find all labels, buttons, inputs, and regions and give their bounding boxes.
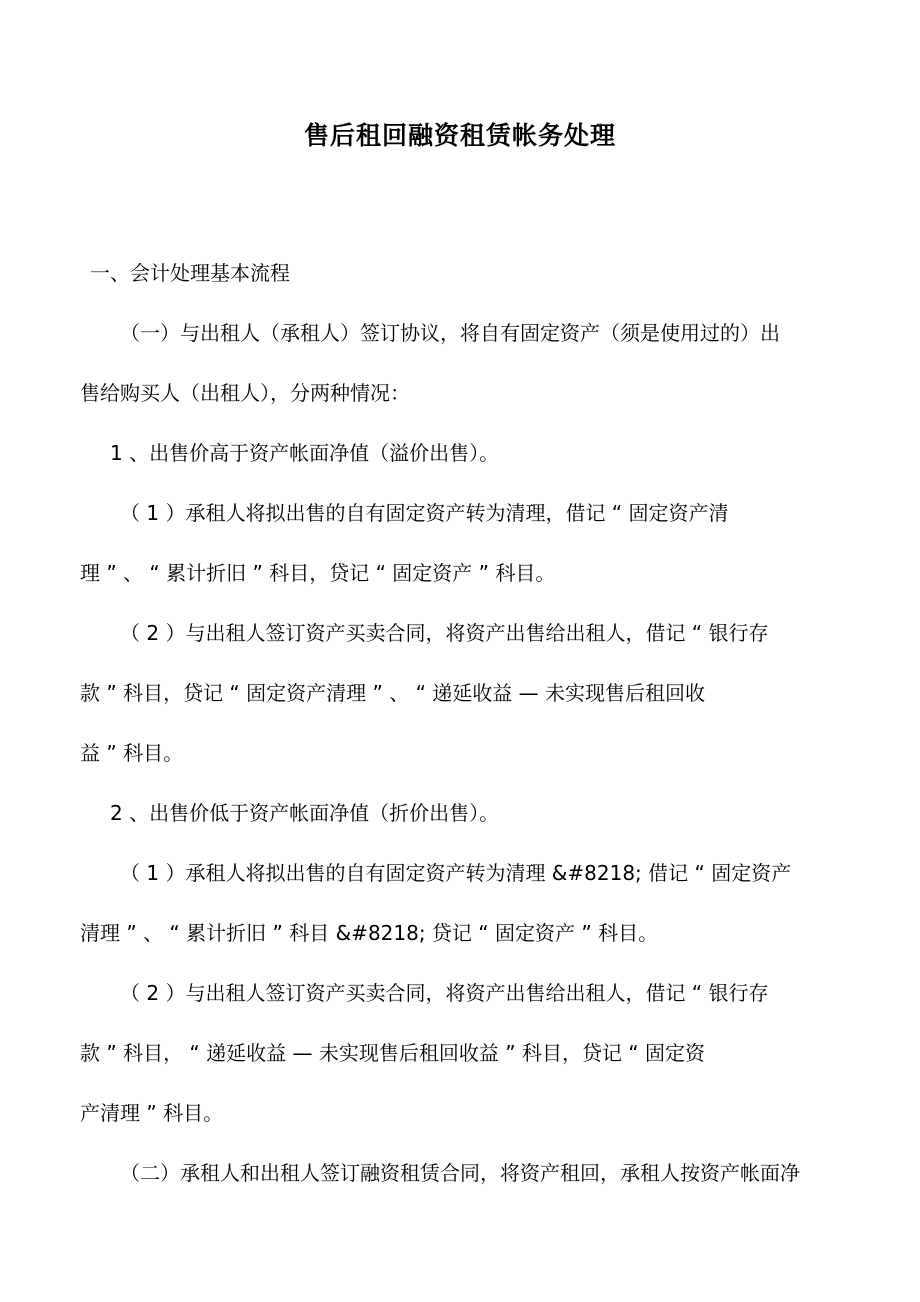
paragraph-line: 2 、出售价低于资产帐面净值（折价出售）。	[110, 801, 500, 825]
paragraph-line: （ 1 ）承租人将拟出售的自有固定资产转为清理 &#8218; 借记 “ 固定资产	[120, 861, 792, 885]
paragraph-line: 款 ” 科目，贷记 “ 固定资产清理 ” 、 “ 递延收益 — 未实现售后租回收	[80, 681, 706, 705]
paragraph-line: 款 ” 科目， “ 递延收益 — 未实现售后租回收益 ” 科目，贷记 “ 固定资	[80, 1041, 706, 1065]
paragraph-line: 1 、出售价高于资产帐面净值（溢价出售）。	[110, 441, 500, 465]
page-title: 售后租回融资租赁帐务处理	[303, 121, 616, 150]
section-heading: 一、会计处理基本流程	[90, 261, 290, 285]
paragraph-line: 益 ” 科目。	[80, 741, 184, 765]
paragraph-line: 理 ” 、 “ 累计折旧 ” 科目，贷记 “ 固定资产 ” 科目。	[80, 561, 556, 585]
paragraph-line: （ 2 ）与出租人签订资产买卖合同，将资产出售给出租人，借记 “ 银行存	[120, 981, 769, 1005]
paragraph-line: （一）与出租人（承租人）签订协议，将自有固定资产（须是使用过的）出	[120, 321, 780, 345]
paragraph-line: 清理 ” 、 “ 累计折旧 ” 科目 &#8218; 贷记 “ 固定资产 ” 科目。	[80, 921, 659, 945]
paragraph-line: （二）承租人和出租人签订融资租赁合同，将资产租回，承租人按资产帐面净	[120, 1161, 800, 1185]
paragraph-line: （ 2 ）与出租人签订资产买卖合同，将资产出售给出租人，借记 “ 银行存	[120, 621, 769, 645]
paragraph-line: （ 1 ）承租人将拟出售的自有固定资产转为清理，借记 “ 固定资产清	[120, 501, 729, 525]
paragraph-line: 产清理 ” 科目。	[80, 1101, 224, 1125]
paragraph-line: 售给购买人（出租人），分两种情况：	[80, 381, 410, 405]
